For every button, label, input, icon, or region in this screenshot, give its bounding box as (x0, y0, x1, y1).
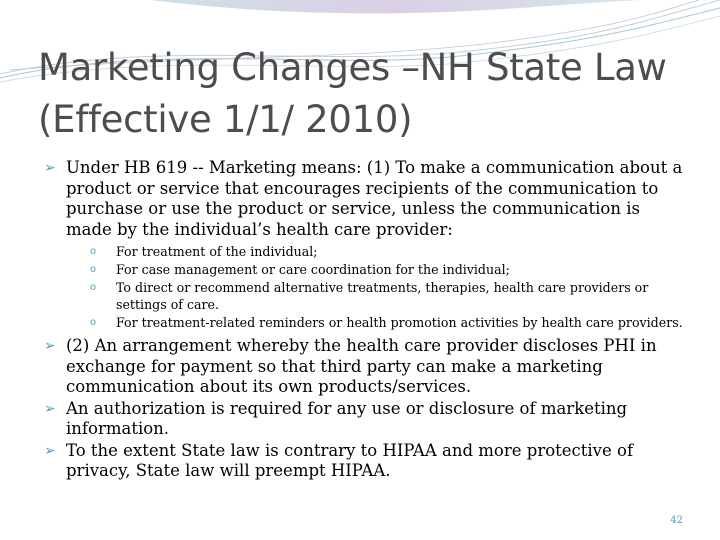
page-number: 42 (670, 515, 683, 526)
sub-bullet-item (90, 262, 690, 279)
slide-body (40, 158, 690, 483)
bullet-item (40, 399, 690, 440)
bullet-item (40, 336, 690, 398)
bullet-text: (2) An arrangement whereby the health care provider discloses PHI in exchange for payment so that third party can make a marketing communication about its own products/services. (66, 336, 657, 396)
slide-title: Marketing Changes –NH State Law (Effective 1/1/ 2010) (38, 46, 667, 141)
bullet-item (40, 441, 690, 482)
sub-bullet-item (90, 280, 690, 313)
arrow-bullet-icon: ➢ (44, 338, 56, 354)
bullet-text: To the extent State law is contrary to HIPAA and more protective of privacy, State law will preempt HIPAA. (66, 440, 634, 480)
circle-bullet-icon: o (90, 246, 97, 257)
arrow-bullet-icon: ➢ (44, 400, 56, 417)
arrow-bullet-icon: ➢ (44, 442, 56, 459)
bullet-text: Under HB 619 -- Marketing means: (1) To make a communication about a product or service that encourages recipients of the communication to purchase or use the product or service, unless the communication is made by the individual’s health care provider: (66, 158, 683, 239)
sub-bullet-item (90, 244, 690, 261)
bullet-list (40, 336, 690, 482)
sub-bullet-text: For treatment of the individual; (116, 244, 318, 259)
circle-bullet-icon: o (90, 264, 97, 275)
sub-bullet-text: To direct or recommend alternative treatments, therapies, health care providers or settings of care. (116, 280, 649, 312)
bullet-list (40, 158, 690, 240)
arrow-bullet-icon: ➢ (44, 160, 56, 176)
sub-bullet-item (90, 315, 690, 332)
sub-bullet-list (90, 244, 690, 331)
bullet-text: An authorization is required for any use or disclosure of marketing information. (66, 398, 628, 438)
circle-bullet-icon: o (90, 282, 97, 293)
circle-bullet-icon: o (90, 316, 97, 328)
sub-bullet-text: For treatment-related reminders or health promotion activities by health care providers. (116, 314, 683, 330)
sub-bullet-text: For case management or care coordination for the individual; (116, 262, 510, 277)
bullet-item (40, 158, 690, 240)
